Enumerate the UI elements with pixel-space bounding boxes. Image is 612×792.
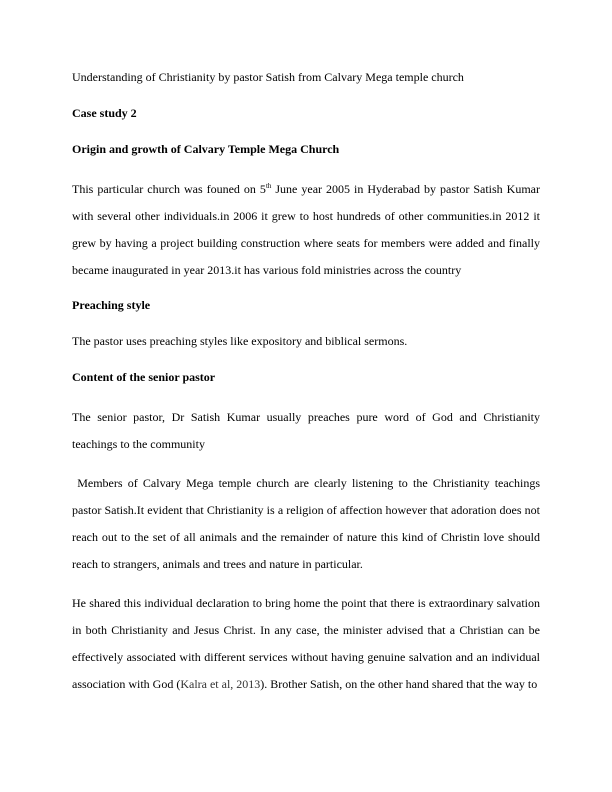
origin-text-start: This particular church was founed on 5 [72,182,266,196]
declaration-text-start: He shared this individual declaration to bring home the point that there is extraordinary salvation in both Christianity and Jesus Christ. In any case, the minister advised that a Christian can be effectively associated with different services without having genuine salvation and an individual association with God ( [72,596,540,691]
declaration-text-end: ). Brother Satish, on the other hand shared that the way to [260,677,538,691]
content-heading: Content of the senior pastor [72,370,216,384]
ordinal-suffix: th [265,182,272,190]
preaching-heading: Preaching style [72,298,151,312]
origin-heading: Origin and growth of Calvary Temple Mega Church [72,142,340,156]
members-paragraph: Members of Calvary Mega temple church are clearly listening to the Christianity teachings pastor Satish.It evident that Christianity is a religion of affection however that adoration does not reach out to the set of all animals and the remainder of nature this kind of Christin love should reach to strangers, animals and trees and nature in particular. [72,476,544,571]
preaching-paragraph: The pastor uses preaching styles like expository and biblical sermons. [72,334,408,348]
document-title-line: Understanding of Christianity by pastor Satish from Calvary Mega temple church [72,70,464,84]
origin-paragraph [72,176,540,284]
origin-text-rest: June year 2005 in Hyderabad by pastor Satish Kumar with several other individuals.in 2006 it grew to host hundreds of other communities.in 2012 it grew by having a project building construction where seats for members were added and finally became inaugurated in year 2013.it has various fold ministries across the country [72,182,540,277]
declaration-paragraph [72,590,540,698]
document-page [72,68,544,710]
citation: Kalra et al, 2013 [180,677,261,691]
content-paragraph: The senior pastor, Dr Satish Kumar usually preaches pure word of God and Christianity teachings to the community [72,410,540,451]
case-study-heading: Case study 2 [72,106,137,120]
